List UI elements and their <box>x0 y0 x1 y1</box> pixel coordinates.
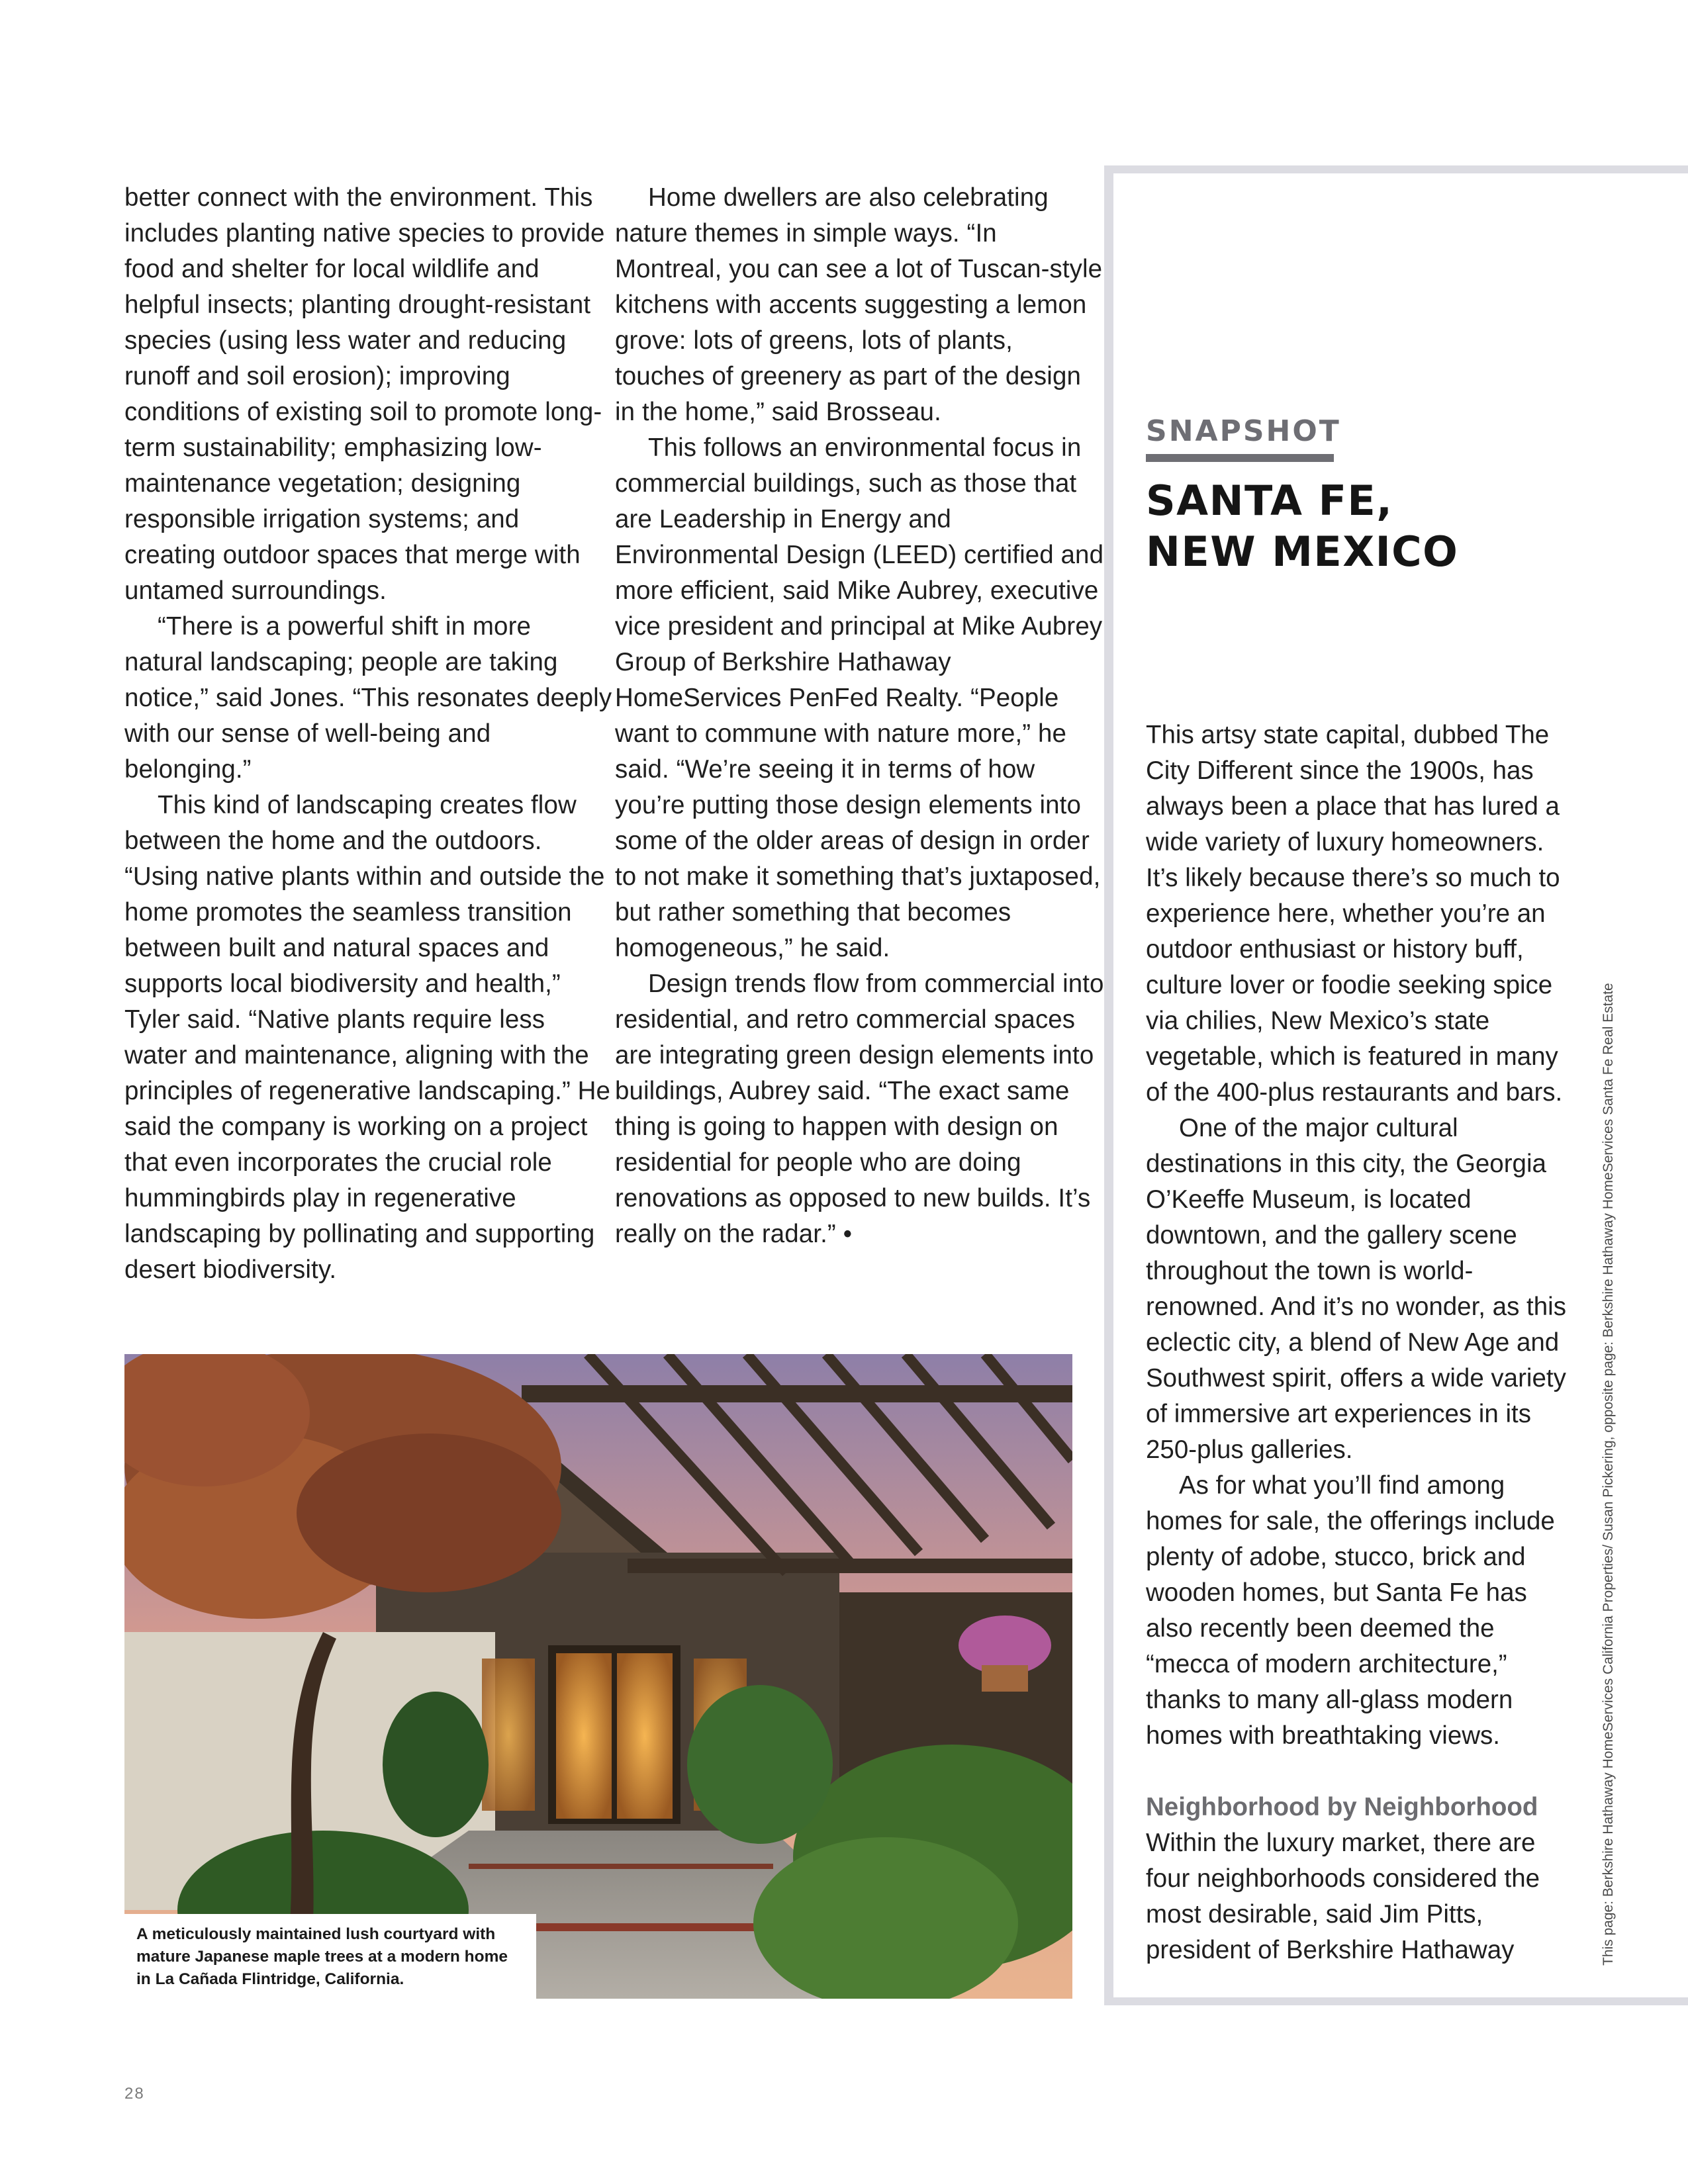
photo-caption-box <box>124 1914 536 1999</box>
sidebar-paragraph: Within the luxury market, there are four neighborhoods considered the most desirable, said Jim Pitts, president of Berkshire Hathaway <box>1146 1829 1540 1964</box>
sidebar-paragraph: As for what you’ll find among homes for sale, the offerings include plenty of adobe, stucco, brick and wooden homes, but Santa Fe has also recently been deemed the “mecca of modern architecture,” thanks to many all-glass modern homes with breathtaking views. <box>1146 1471 1555 1750</box>
sidebar-title-line: NEW MEXICO <box>1146 527 1459 576</box>
snapshot-underline <box>1146 454 1334 462</box>
sidebar-body <box>1146 717 1570 1968</box>
snapshot-label: SNAPSHOT <box>1146 414 1341 448</box>
article-column-1 <box>124 180 614 1288</box>
courtyard-photo <box>124 1354 1072 1999</box>
sidebar-paragraph: One of the major cultural destinations in this city, the Georgia O’Keeffe Museum, is located downtown, and the gallery scene throughout the town is world-renowned. And it’s no wonder, as this eclectic city, a blend of New Age and Southwest spirit, offers a wide variety of immersive art experiences in its 250-plus galleries. <box>1146 1114 1566 1464</box>
paragraph: “There is a powerful shift in more natural landscaping; people are taking notice,” said Jones. “This resonates deeply with our sense of well-being and belonging.” <box>124 612 612 784</box>
photo-caption: A meticulously maintained lush courtyard with mature Japanese maple trees at a modern home in La Cañada Flintridge, California. <box>136 1925 508 1988</box>
paragraph: This kind of landscaping creates flow between the home and the outdoors. “Using native plants within and outside the home promotes the seamless transition between built and natural spaces and supports local biodiversity and health,” Tyler said. “Native plants require less water and maintenance, aligning with the principles of regenerative landscaping.” He said the company is working on a project that even incorporates the crucial role hummingbirds play in regenerative landscaping by pollinating and supporting desert biodiversity. <box>124 791 611 1284</box>
paragraph: Design trends flow from commercial into residential, and retro commercial spaces are integrating green design elements into buildings, Aubrey said. “The exact same thing is going to happen with design on residential for people who are doing renovations as opposed to new builds. It’s really on the radar.” • <box>615 970 1104 1248</box>
sidebar-subhead: Neighborhood by Neighborhood <box>1146 1793 1538 1821</box>
sidebar-title <box>1146 475 1570 577</box>
paragraph: better connect with the environment. This includes planting native species to provide food and shelter for local wildlife and helpful insects; planting drought-resistant species (using less water and reducing runoff and soil erosion); improving conditions of existing soil to promote long-term sustainability; emphasizing low-maintenance vegetation; designing responsible irrigation systems; and creating outdoor spaces that merge with untamed surroundings. <box>124 183 605 605</box>
photo-credit: This page: Berkshire Hathaway HomeServices California Properties/ Susan Pickering, opposite page: Berkshire Hathaway HomeServices Santa Fe Real Estate <box>1601 983 1616 1966</box>
paragraph: Home dwellers are also celebrating nature themes in simple ways. “In Montreal, you can see a lot of Tuscan-style kitchens with accents suggesting a lemon grove: lots of greens, lots of plants, touches of greenery as part of the design in the home,” said Brosseau. <box>615 183 1103 426</box>
sidebar-title-line: SANTA FE, <box>1146 477 1393 525</box>
sidebar-paragraph: This artsy state capital, dubbed The City Different since the 1900s, has always been a place that has lured a wide variety of luxury homeowners. It’s likely because there’s so much to experience here, whether you’re an outdoor enthusiast or history buff, culture lover or foodie seeking spice via chilies, New Mexico’s state vegetable, which is featured in many of the 400-plus restaurants and bars. <box>1146 721 1563 1107</box>
courtyard-illustration <box>124 1354 1072 1999</box>
paragraph: This follows an environmental focus in commercial buildings, such as those that are Leadership in Energy and Environmental Design (LEED) certified and more efficient, said Mike Aubrey, executive vice president and principal at Mike Aubrey Group of Berkshire Hathaway HomeServices PenFed Realty. “People want to commune with nature more,” he said. “We’re seeing it in terms of how you’re putting those design elements into some of the older areas of design in order to not make it something that’s juxtaposed, but rather something that becomes homogeneous,” he said. <box>615 433 1104 962</box>
page-number: 28 <box>124 2085 145 2103</box>
article-column-2 <box>615 180 1105 1252</box>
